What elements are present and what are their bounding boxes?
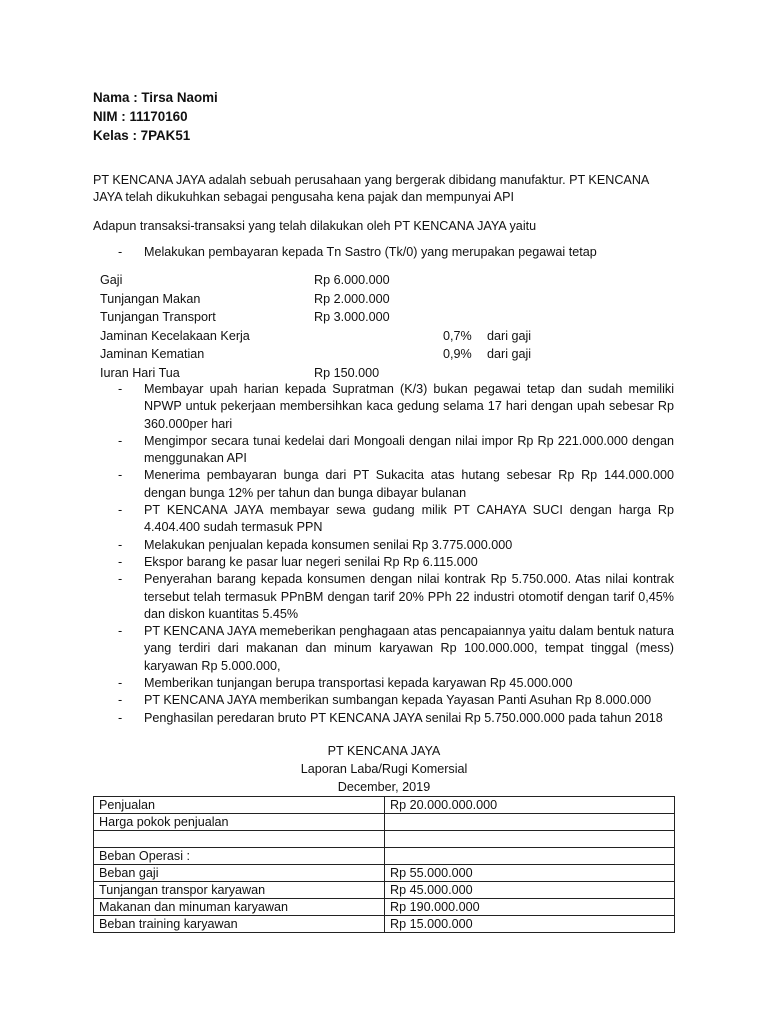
table-row bbox=[94, 831, 675, 848]
student-nim: NIM : 11170160 bbox=[93, 109, 188, 124]
transaction-item bbox=[118, 381, 674, 433]
amount-cell bbox=[385, 848, 675, 865]
bullet-dash: - bbox=[118, 245, 123, 259]
bullet-dash: - bbox=[118, 503, 123, 518]
salary-row bbox=[100, 329, 580, 348]
table-row bbox=[94, 882, 675, 899]
amount-cell: Rp 55.000.000 bbox=[385, 865, 675, 882]
amount-cell: Rp 15.000.000 bbox=[385, 916, 675, 933]
transaction-item bbox=[118, 537, 674, 554]
salary-label: Gaji bbox=[100, 273, 123, 287]
first-transaction-text: Melakukan pembayaran kepada Tn Sastro (Tk/0) yang merupakan pegawai tetap bbox=[144, 245, 597, 259]
salary-note: dari gaji bbox=[487, 347, 532, 362]
bullet-dash: - bbox=[118, 624, 123, 639]
salary-label: Tunjangan Transport bbox=[100, 310, 216, 325]
transactions-intro: Adapun transaksi-transaksi yang telah dilakukan oleh PT KENCANA JAYA yaitu bbox=[93, 219, 537, 233]
student-info bbox=[93, 88, 218, 145]
transaction-text: Melakukan penjualan kepada konsumen senilai Rp 3.775.000.000 bbox=[144, 537, 513, 552]
transaction-text: PT KENCANA JAYA memeberikan penghagaan atas pencapaiannya yaitu dalam bentuk natura yang terdiri dari makanan dan minum karyawan Rp 100.000.000, tempat tinggal (mess) karyawan Rp 5.000.000, bbox=[144, 624, 674, 673]
amount-cell bbox=[385, 831, 675, 848]
transaction-text: Mengimpor secara tunai kedelai dari Mongoali dengan nilai impor Rp Rp 221.000.000 dengan menggunakan API bbox=[144, 433, 674, 466]
salary-amount: Rp 3.000.000 bbox=[314, 310, 390, 325]
table-row bbox=[94, 899, 675, 916]
account-name-cell: Beban gaji bbox=[94, 865, 385, 882]
intro-paragraph: PT KENCANA JAYA adalah sebuah perusahaan yang bergerak dibidang manufaktur. PT KENCANA JAYA telah dikukuhkan sebagai pengusaha kena pajak dan mempunyai API bbox=[93, 173, 649, 204]
amount-cell bbox=[385, 814, 675, 831]
account-name-cell: Harga pokok penjualan bbox=[94, 814, 385, 831]
income-statement-table bbox=[93, 796, 675, 933]
transaction-item bbox=[118, 433, 674, 468]
salary-label: Iuran Hari Tua bbox=[100, 365, 180, 380]
account-name-cell bbox=[94, 831, 385, 848]
transaction-list bbox=[118, 381, 674, 727]
report-period: December, 2019 bbox=[337, 780, 431, 794]
transaction-text: Menerima pembayaran bunga dari PT Sukacita atas hutang sebesar Rp Rp 144.000.000 dengan bunga 12% per tahun dan bunga dibayar bulanan bbox=[144, 468, 674, 500]
salary-percent: 0,9% bbox=[443, 347, 472, 362]
transaction-text: PT KENCANA JAYA membayar sewa gudang milik PT CAHAYA SUCI dengan harga Rp 4.404.400 sudah termasuk PPN bbox=[144, 503, 674, 535]
salary-breakdown bbox=[100, 273, 580, 385]
bullet-dash: - bbox=[118, 433, 123, 448]
salary-label: Jaminan Kematian bbox=[100, 347, 205, 362]
salary-amount: Rp 6.000.000 bbox=[314, 273, 390, 287]
bullet-dash: - bbox=[118, 572, 123, 587]
account-name-cell: Tunjangan transpor karyawan bbox=[94, 882, 385, 899]
bullet-dash: - bbox=[118, 710, 123, 725]
transaction-item bbox=[118, 623, 674, 675]
salary-amount: Rp 2.000.000 bbox=[314, 291, 390, 306]
salary-label: Jaminan Kecelakaan Kerja bbox=[100, 328, 250, 343]
bullet-dash: - bbox=[118, 537, 123, 552]
account-name-cell: Makanan dan minuman karyawan bbox=[94, 899, 385, 916]
transaction-text: Membayar upah harian kepada Supratman (K/3) bukan pegawai tetap dan sudah memiliki NPWP untuk pekerjaan membersihkan kaca gedung selama 17 hari dengan upah sebesar Rp 360.000per hari bbox=[144, 382, 674, 431]
amount-cell: Rp 190.000.000 bbox=[385, 899, 675, 916]
bullet-dash: - bbox=[118, 468, 123, 483]
salary-label: Tunjangan Makan bbox=[100, 291, 201, 306]
bullet-dash: - bbox=[118, 554, 123, 569]
account-name-cell: Beban training karyawan bbox=[94, 916, 385, 933]
salary-row bbox=[100, 292, 580, 311]
bullet-dash: - bbox=[118, 693, 123, 708]
salary-row bbox=[100, 347, 580, 366]
bullet-dash: - bbox=[118, 676, 123, 691]
transaction-text: Memberikan tunjangan berupa transportasi kepada karyawan Rp 45.000.000 bbox=[144, 676, 573, 691]
transaction-text: Penghasilan peredaran bruto PT KENCANA JAYA senilai Rp 5.750.000.000 pada tahun 2018 bbox=[144, 710, 663, 725]
transaction-item bbox=[118, 571, 674, 623]
student-name: Nama : Tirsa Naomi bbox=[93, 90, 218, 105]
table-row bbox=[94, 865, 675, 882]
salary-percent: 0,7% bbox=[443, 328, 472, 343]
table-row bbox=[94, 814, 675, 831]
amount-cell: Rp 45.000.000 bbox=[385, 882, 675, 899]
table-row bbox=[94, 848, 675, 865]
transaction-text: Penyerahan barang kepada konsumen dengan nilai kontrak Rp 5.750.000. Atas nilai kontrak tersebut telah termasuk PPnBM dengan tarif 20% PPh 22 industri otomotif dengan tarif 0,45% dan diskon kuantitas 5.45% bbox=[144, 572, 674, 621]
transaction-item bbox=[118, 554, 674, 571]
transaction-item bbox=[118, 467, 674, 502]
salary-note: dari gaji bbox=[487, 328, 532, 343]
account-name-cell: Penjualan bbox=[94, 797, 385, 814]
transaction-text: PT KENCANA JAYA memberikan sumbangan kepada Yayasan Panti Asuhan Rp 8.000.000 bbox=[144, 693, 652, 708]
transaction-item bbox=[118, 675, 674, 692]
bullet-dash: - bbox=[118, 382, 123, 396]
table-row bbox=[94, 916, 675, 933]
account-name-cell: Beban Operasi : bbox=[94, 848, 385, 865]
amount-cell: Rp 20.000.000.000 bbox=[385, 797, 675, 814]
transaction-item bbox=[118, 692, 674, 709]
report-title: Laporan Laba/Rugi Komersial bbox=[300, 762, 468, 776]
transaction-item bbox=[118, 710, 674, 727]
report-company: PT KENCANA JAYA bbox=[327, 744, 441, 758]
salary-row bbox=[100, 310, 580, 329]
table-row bbox=[94, 797, 675, 814]
salary-amount: Rp 150.000 bbox=[314, 365, 380, 380]
transaction-text: Ekspor barang ke pasar luar negeri senilai Rp Rp 6.115.000 bbox=[144, 554, 478, 569]
report-title-block bbox=[0, 742, 768, 796]
student-class: Kelas : 7PAK51 bbox=[93, 128, 191, 143]
transaction-item bbox=[118, 502, 674, 537]
salary-row bbox=[100, 273, 580, 292]
